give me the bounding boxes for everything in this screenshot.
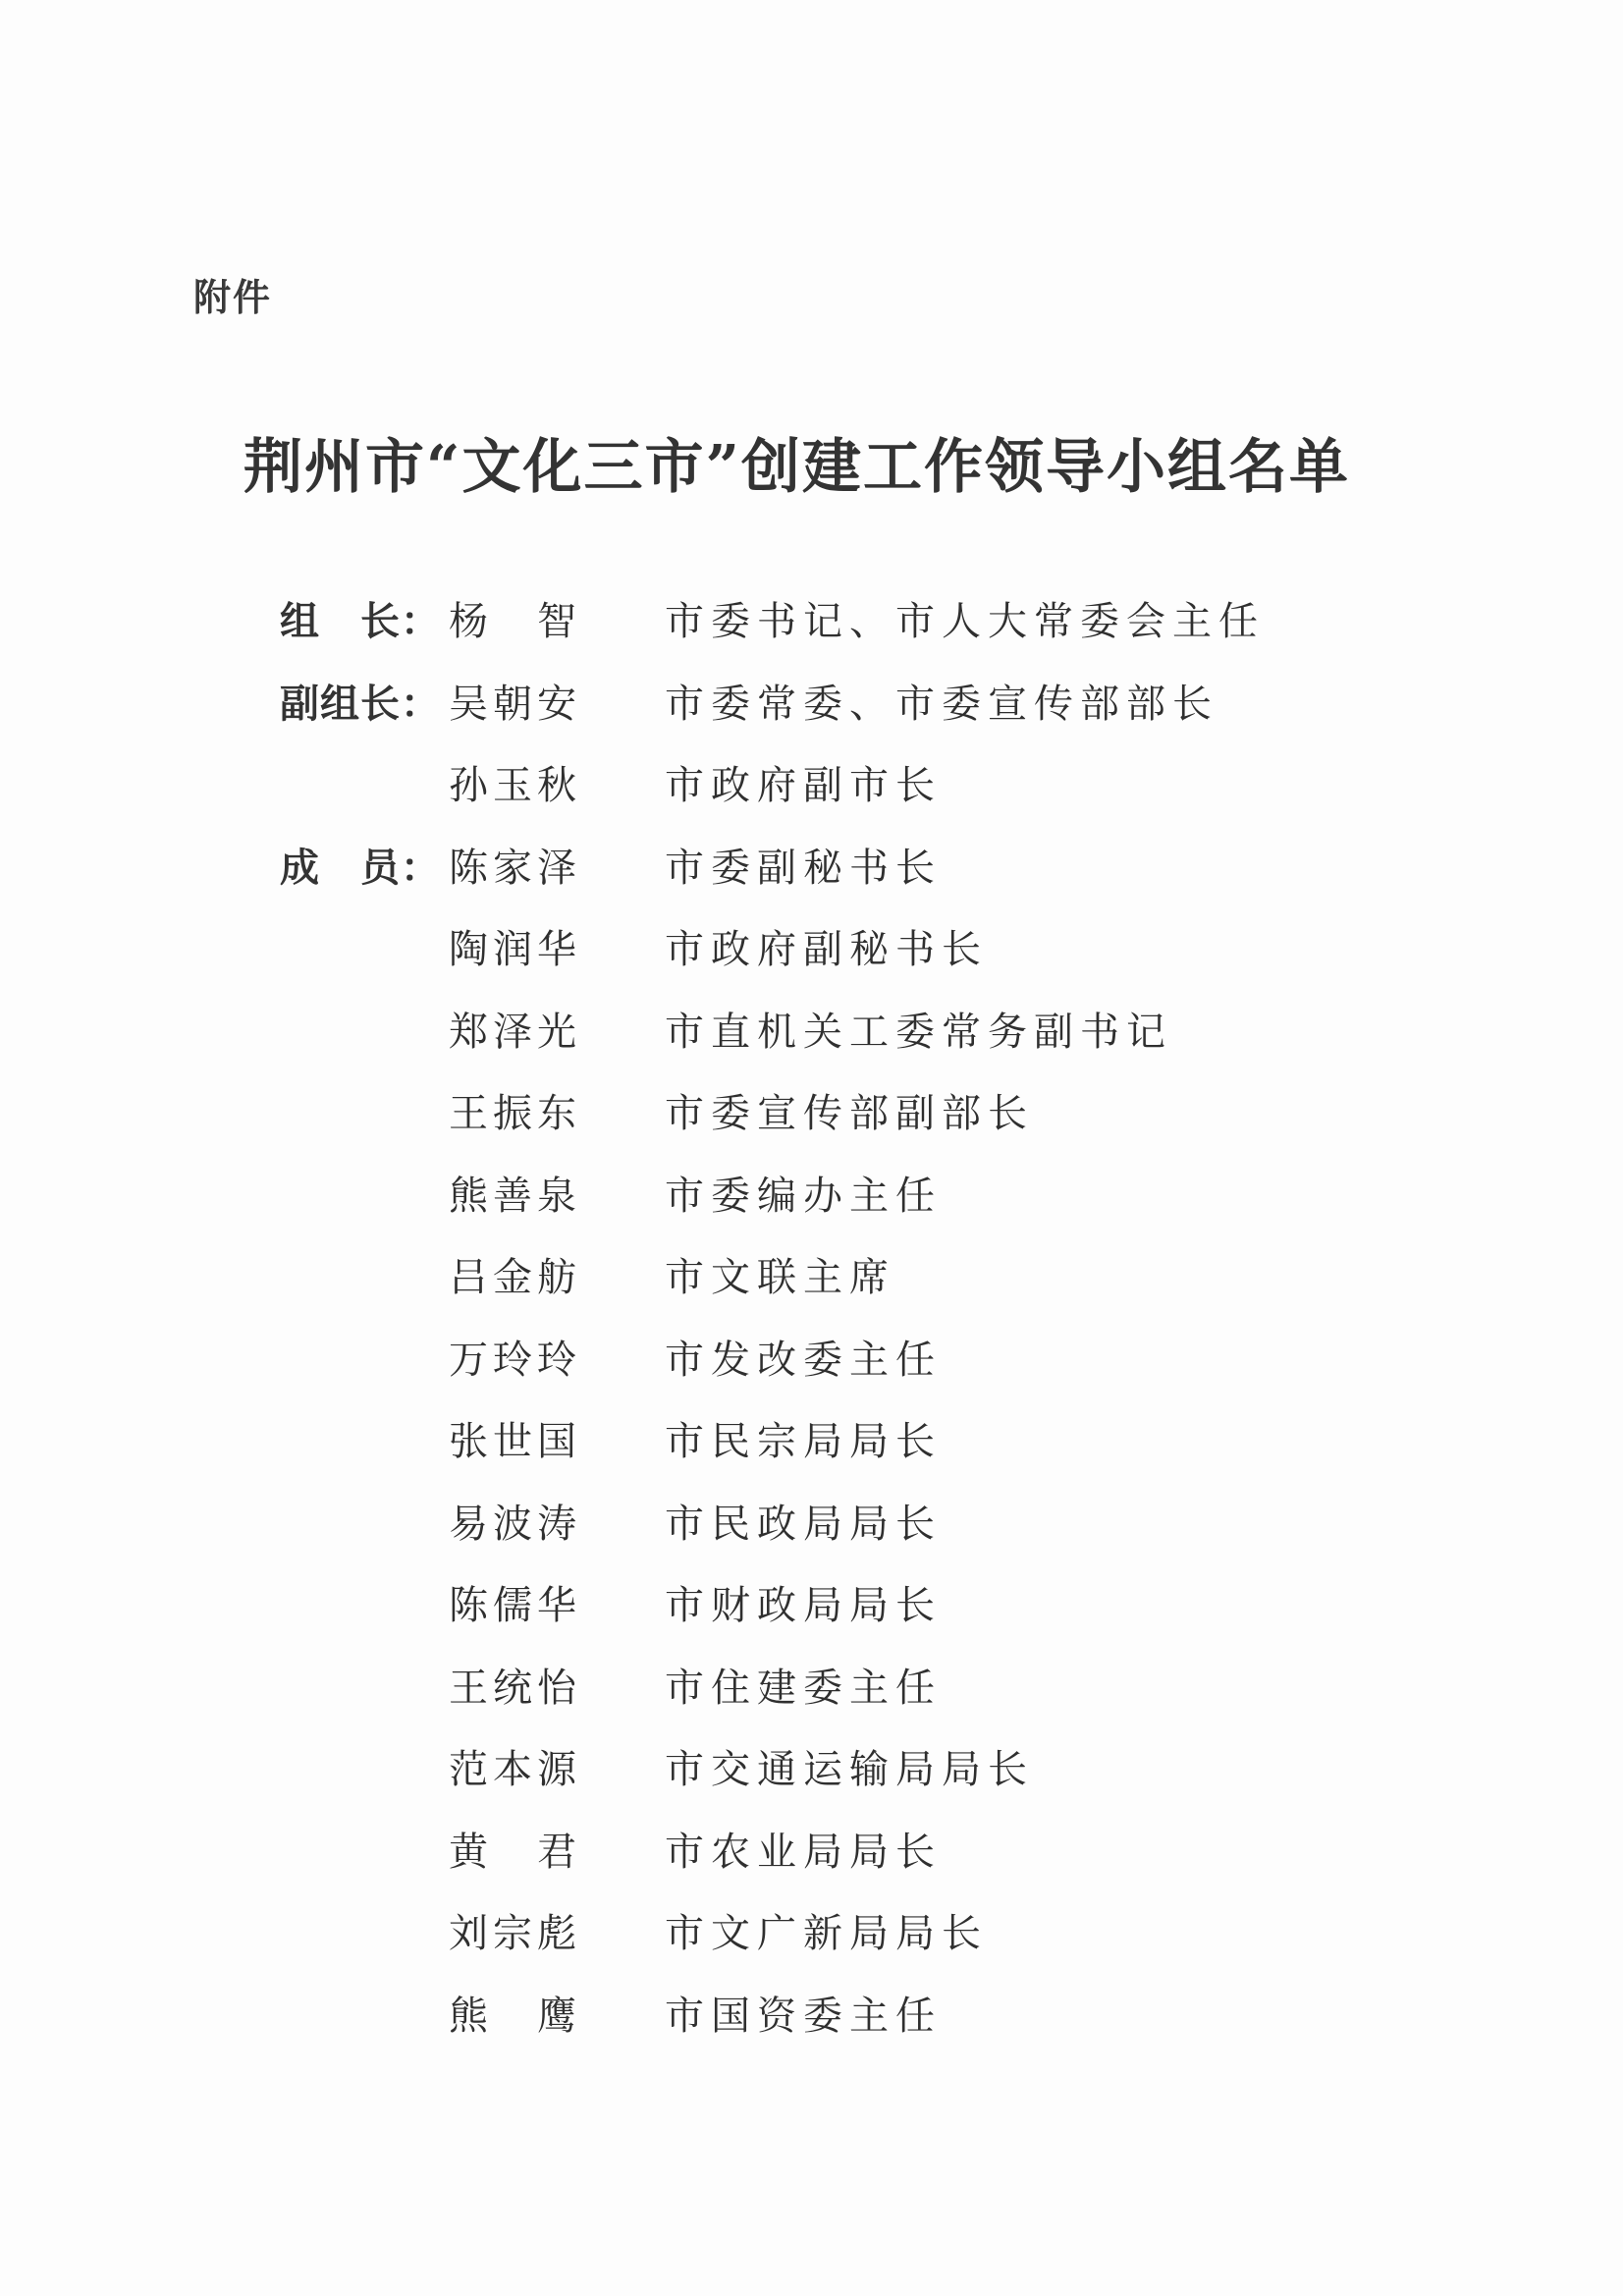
member-position: 市文广新局局长	[665, 1911, 988, 1957]
member-row	[280, 1644, 1265, 1726]
member-position: 市民宗局局长	[665, 1419, 942, 1465]
member-row	[280, 1889, 1265, 1972]
member-name: 杨 智	[449, 599, 581, 645]
member-name: 张世国	[449, 1419, 581, 1465]
member-position: 市国资委主任	[665, 1993, 942, 2039]
member-row	[280, 1480, 1265, 1562]
member-row	[280, 824, 1265, 906]
member-position: 市直机关工委常务副书记	[665, 1009, 1172, 1055]
member-position: 市财政局局长	[665, 1583, 942, 1629]
member-position: 市委宣传部副部长	[665, 1091, 1034, 1137]
member-row	[280, 1152, 1265, 1234]
member-row	[280, 1725, 1265, 1808]
member-row	[280, 1316, 1265, 1398]
member-name: 吴朝安	[449, 681, 581, 727]
member-row	[280, 1972, 1265, 2054]
member-position: 市民政局局长	[665, 1501, 942, 1547]
member-row	[280, 1397, 1265, 1480]
member-row	[280, 660, 1265, 742]
member-name: 王统怡	[449, 1665, 581, 1711]
member-position: 市委常委、市委宣传部部长	[665, 681, 1218, 727]
member-row	[280, 1808, 1265, 1890]
member-position: 市发改委主任	[665, 1337, 942, 1383]
member-role: 组 长：	[280, 599, 441, 645]
member-position: 市交通运输局局长	[665, 1747, 1034, 1793]
member-row	[280, 1233, 1265, 1316]
member-name: 吕金舫	[449, 1255, 581, 1301]
member-name: 陈儒华	[449, 1583, 581, 1629]
member-name: 熊 鹰	[449, 1993, 581, 2039]
member-position: 市农业局局长	[665, 1829, 942, 1875]
member-name: 郑泽光	[449, 1009, 581, 1055]
member-name: 刘宗彪	[449, 1911, 581, 1957]
member-row	[280, 577, 1265, 660]
member-name: 陈家泽	[449, 845, 581, 891]
member-list	[280, 577, 1265, 2053]
member-position: 市委书记、市人大常委会主任	[665, 599, 1265, 645]
member-name: 孙玉秋	[449, 763, 581, 809]
document-title: 荆州市“文化三市”创建工作领导小组名单	[243, 433, 1351, 502]
member-name: 范本源	[449, 1747, 581, 1793]
member-name: 万玲玲	[449, 1337, 581, 1383]
member-row	[280, 1561, 1265, 1644]
member-name: 王振东	[449, 1091, 581, 1137]
member-position: 市住建委主任	[665, 1665, 942, 1711]
member-name: 陶润华	[449, 927, 581, 973]
member-role: 副组长：	[280, 681, 441, 727]
member-position: 市政府副秘书长	[665, 927, 988, 973]
member-role: 成 员：	[280, 845, 441, 891]
member-position: 市文联主席	[665, 1255, 895, 1301]
member-row	[280, 905, 1265, 988]
member-name: 易波涛	[449, 1501, 581, 1547]
member-position: 市政府副市长	[665, 763, 942, 809]
member-row	[280, 741, 1265, 824]
member-name: 熊善泉	[449, 1173, 581, 1219]
member-row	[280, 1069, 1265, 1152]
member-position: 市委副秘书长	[665, 845, 942, 891]
member-position: 市委编办主任	[665, 1173, 942, 1219]
attachment-label: 附件	[193, 276, 273, 319]
member-row	[280, 988, 1265, 1070]
member-name: 黄 君	[449, 1829, 581, 1875]
